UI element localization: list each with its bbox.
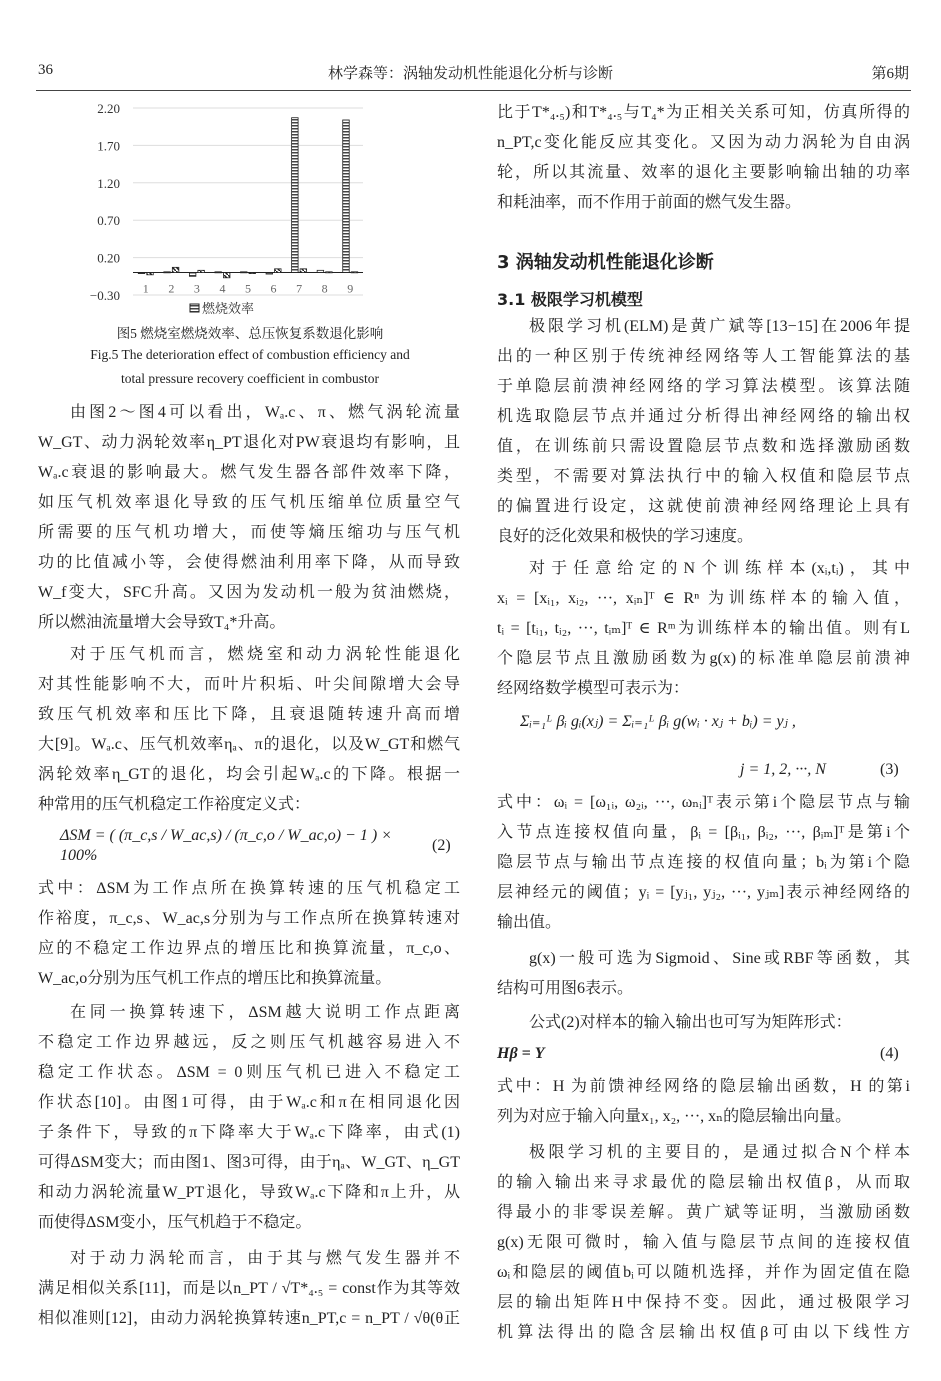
right-p6 xyxy=(497,1072,910,1132)
y-tick-label: 0.70 xyxy=(97,213,120,229)
text-line: 式中：H 为前馈神经网络的隐层输出函数，H 的第i xyxy=(497,1078,910,1095)
text-line: 所以燃油流量增大会导致T₄*升高。 xyxy=(38,614,286,631)
text-line: 如压气机效率退化导致的压气机压缩单位质量空气 xyxy=(38,494,460,511)
text-line: 良好的泛化效果和极快的学习速度。 xyxy=(497,528,754,545)
text-line: 出的一种区别于传统神经网络等人工智能算法的基 xyxy=(497,348,910,365)
y-tick-label: 0.20 xyxy=(97,250,120,266)
text-line: 功的比值减小等，会使得燃油利用率下降，从而导致 xyxy=(38,554,460,571)
text-line: 个隐层节点且激励函数为g(x)的标准单隐层前溃神 xyxy=(497,650,910,667)
text-line: 作状态[10]。由图1可得，由于Wₐ.c和π在相同退化因 xyxy=(38,1094,460,1111)
bar-series-1-cat-6 xyxy=(266,273,273,274)
text-line: 结构可用图6表示。 xyxy=(497,980,634,997)
text-line: 的输入输出来寻求最优的隐层输出权值β，从而取 xyxy=(497,1174,910,1191)
bar-series-2-cat-9 xyxy=(351,272,358,273)
equation-3-number: (3) xyxy=(880,761,899,778)
bar-series-2-cat-6 xyxy=(275,269,282,273)
x-tick-label: 7 xyxy=(296,281,303,296)
bar-series-1-cat-4 xyxy=(215,272,222,273)
text-line: 式中：ΔSM为工作点所在换算转速的压气机稳定工 xyxy=(38,880,460,897)
equation-3: Σᵢ₌₁ᴸ βᵢ gᵢ(xⱼ) = Σᵢ₌₁ᴸ βᵢ g(wᵢ · xⱼ + bᵢ) = yⱼ , xyxy=(520,713,796,730)
x-tick-label: 5 xyxy=(245,281,251,296)
text-line: 由图2～图4可以看出，Wₐ.c、π、燃气涡轮流量 xyxy=(70,404,460,421)
right-p3 xyxy=(497,788,910,938)
text-line: 可得ΔSM变大；而由图1、图3可得，由于ηₐ、W_GT、η_GT xyxy=(38,1154,460,1171)
bar-series-1-cat-3 xyxy=(189,273,196,277)
bar-series-1-cat-7 xyxy=(292,118,299,273)
text-line: 应的不稳定工作边界点的增压比和换算流量，π_c,o、 xyxy=(38,940,460,957)
left-p2 xyxy=(38,640,460,820)
text-line: 所需要的压气机功增大，而使等熵压缩功与压气机 xyxy=(38,524,460,541)
text-line: 机算法得出的隐含层输出权值β可由以下线性方 xyxy=(497,1324,910,1341)
figure-caption-en-1: Fig.5 The deterioration effect of combustion efficiency and xyxy=(90,347,410,362)
legend-label: 燃烧效率 xyxy=(202,301,255,316)
subsection-heading: 3.1 极限学习机模型 xyxy=(497,290,643,309)
x-tick-label: 1 xyxy=(142,281,149,296)
y-tick-label: 1.70 xyxy=(97,138,120,154)
text-line: W_ac,o分别为压气机工作点的增压比和换算流量。 xyxy=(38,970,392,987)
text-line: tᵢ = [tᵢ₁, tᵢ₂, ···, tᵢₘ]ᵀ ∈ Rᵐ为训练样本的输出值。则有L xyxy=(497,620,910,637)
text-line: 值，在训练前只需设置隐层节点数和选择激励函数 xyxy=(497,438,910,455)
x-tick-label: 3 xyxy=(193,281,200,296)
text-line: W_GT、动力涡轮效率η_PT退化对PW衰退均有影响，且 xyxy=(38,434,460,451)
left-p3 xyxy=(38,874,460,994)
text-line: 种常用的压气机稳定工作裕度定义式： xyxy=(38,796,311,813)
text-line: ωᵢ和隐层的阈值bᵢ可以随机选择，并作为固定值在隐 xyxy=(497,1264,910,1281)
left-p1 xyxy=(38,398,460,638)
bar-series-2-cat-1 xyxy=(147,273,154,275)
y-tick-label: 1.20 xyxy=(97,175,120,191)
text-line: 经网络数学模型可表示为： xyxy=(497,680,690,697)
legend-swatch-combustion-efficiency xyxy=(190,304,199,312)
text-line: 对于动力涡轮而言，由于其与燃气发生器并不 xyxy=(70,1250,460,1267)
text-line: Wₐ.c衰退的影响最大。燃气发生器各部件效率下降， xyxy=(38,464,460,481)
text-line: xᵢ = [xᵢ₁, xᵢ₂, ···, xᵢₙ]ᵀ ∈ Rⁿ 为训练样本的输入值， xyxy=(497,590,910,607)
x-tick-label: 4 xyxy=(219,281,226,296)
figure-caption-en-2: total pressure recovery coefficient in combustor xyxy=(120,371,380,386)
text-line: 作裕度，π_c,s、W_ac,s分别为与工作点所在换算转速对 xyxy=(38,910,460,927)
text-line: 机选取隐层节点并通过分析得出神经网络的输出权 xyxy=(497,408,910,425)
text-line: g(x)无限可微时，输入值与隐层节点间的连接权值 xyxy=(497,1234,910,1251)
text-line: 轮，所以其流量、效率的退化主要影响输出轴的功率 xyxy=(497,164,910,181)
text-line: 和耗油率，而不作用于前面的燃气发生器。 xyxy=(497,194,802,211)
bar-series-1-cat-5 xyxy=(241,272,248,273)
text-line: 式中：ωᵢ = [ω₁ᵢ, ω₂ᵢ, ···, ωₙᵢ]ᵀ表示第i个隐层节点与输 xyxy=(497,794,910,811)
section-heading: 3 涡轴发动机性能退化诊断 xyxy=(497,252,714,273)
text-line: 对于任意给定的N个训练样本(xᵢ,tᵢ)，其中 xyxy=(529,560,910,577)
text-line: 输出值。 xyxy=(497,914,562,931)
bar-chart xyxy=(0,95,470,319)
text-line: 列为对应于输入向量x₁, x₂, ···, xₙ的隐层输出向量。 xyxy=(497,1108,852,1125)
text-line: 相似准则[12]，由动力涡轮换算转速n_PT,c = n_PT / √θ(θ正 xyxy=(38,1310,460,1327)
text-line: g(x)一般可选为Sigmoid、Sine或RBF等函数，其 xyxy=(529,950,910,967)
text-line: 得最小的非零误差解。黄广斌等证明，当激励函数 xyxy=(497,1204,910,1221)
text-line: 在同一换算转速下，ΔSM越大说明工作点距离 xyxy=(70,1004,460,1021)
equation-2: ΔSM = ( (π_c,s / W_ac,s) / (π_c,o / W_ac,o) − 1 ) × 100% xyxy=(60,827,392,864)
right-p7 xyxy=(497,1138,910,1348)
left-p4 xyxy=(38,998,460,1238)
text-line: n_PT,c变化能反应其变化。又因为动力涡轮为自由涡 xyxy=(497,134,910,151)
running-title: 林学森等：涡轴发动机性能退化分析与诊断 xyxy=(327,66,614,82)
text-line: 致压气机效率和压比下降，且衰退随转速升高而增 xyxy=(38,706,460,723)
text-line: 隐层节点与输出节点连接的权值向量；bᵢ为第i个隐 xyxy=(497,854,910,871)
header-rule xyxy=(36,90,911,91)
text-line: 不稳定工作边界越远，反之则压气机越容易进入不 xyxy=(38,1034,460,1051)
text-line: 于单隐层前溃神经网络的学习算法模型。该算法随 xyxy=(497,378,910,395)
text-line: 入节点连接权值向量，βᵢ = [βᵢ₁, βᵢ₂, ···, βᵢₘ]ᵀ是第i个 xyxy=(497,824,910,841)
text-line: 涡轮效率η_GT的退化，均会引起Wₐ.c的下降。根据一 xyxy=(38,766,460,783)
text-line: 对其性能影响不大，而叶片积垢、叶尖间隙增大会导 xyxy=(38,676,460,693)
y-tick-label: −0.30 xyxy=(89,288,120,303)
x-tick-label: 6 xyxy=(270,281,277,296)
text-line: 极限学习机的主要目的，是通过拟合N个样本 xyxy=(529,1144,910,1161)
right-p0 xyxy=(497,98,910,218)
right-p4 xyxy=(497,944,910,1004)
x-tick-label: 9 xyxy=(347,281,354,296)
page-number: 36 xyxy=(38,62,53,78)
text-line: 大[9]。Wₐ.c、压气机效率ηₐ、π的退化，以及W_GT和燃气 xyxy=(38,736,460,753)
text-line: 和动力涡轮流量W_PT退化，导致Wₐ.c下降和π上升，从 xyxy=(38,1184,460,1201)
text-line: 比于T*₄.₅)和T*₄.₅与T₄*为正相关关系可知，仿真所得的 xyxy=(497,104,910,121)
left-p5 xyxy=(38,1244,460,1334)
text-line: 子条件下，导致的π下降率大于Wₐ.c下降率，由式(1) xyxy=(38,1124,460,1141)
text-line: 的偏置进行设定，这就使前溃神经网络理论上具有 xyxy=(497,498,910,515)
y-tick-label: 2.20 xyxy=(97,101,120,116)
right-p1 xyxy=(497,312,910,552)
figure-caption-cn: 图5 燃烧室燃烧效率、总压恢复系数退化影响 xyxy=(116,326,384,341)
x-tick-label: 8 xyxy=(321,281,328,296)
bar-series-1-cat-1 xyxy=(138,273,145,274)
bar-series-1-cat-9 xyxy=(343,120,350,273)
equation-4-number: (4) xyxy=(880,1045,899,1062)
text-line: 满足相似关系[11]，而是以n_PT / √T*₄.₅ = const作为其等效 xyxy=(38,1280,460,1297)
text-line: W_f变大，SFC升高。又因为发动机一般为贫油燃烧， xyxy=(38,584,460,601)
equation-3-index: j = 1, 2, ···, N xyxy=(740,761,826,778)
bar-series-2-cat-2 xyxy=(172,267,179,272)
text-line: 公式(2)对样本的输入输出也可写为矩阵形式： xyxy=(529,1014,852,1031)
text-line: 对于压气机而言，燃烧室和动力涡轮性能退化 xyxy=(70,646,460,663)
equation-2-number: (2) xyxy=(432,837,451,854)
text-line: 而使得ΔSM变小，压气机趋于不稳定。 xyxy=(38,1214,312,1231)
right-p5 xyxy=(497,1008,910,1038)
issue-number: 第6期 xyxy=(871,66,909,82)
bar-series-2-cat-7 xyxy=(300,269,307,273)
bar-series-2-cat-3 xyxy=(198,270,205,272)
right-p2 xyxy=(497,554,910,704)
text-line: 层神经元的阈值；yᵢ = [yⱼ₁, yⱼ₂, ···, yⱼₘ]表示神经网络的 xyxy=(497,884,910,901)
bar-series-2-cat-8 xyxy=(326,272,333,273)
x-tick-label: 2 xyxy=(168,281,175,296)
bar-series-2-cat-5 xyxy=(249,273,256,274)
bar-series-1-cat-8 xyxy=(317,270,324,272)
equation-4: Hβ = Y xyxy=(497,1045,545,1062)
bar-series-1-cat-2 xyxy=(164,272,171,273)
text-line: 稳定工作状态。ΔSM = 0则压气机已进入不稳定工 xyxy=(38,1064,460,1081)
text-line: 极限学习机(ELM)是黄广斌等[13−15]在2006年提 xyxy=(529,318,910,335)
text-line: 层的输出矩阵H中保持不变。因此，通过极限学习 xyxy=(497,1294,910,1311)
text-line: 类型，不需要对算法执行中的输入权值和隐层节点 xyxy=(497,468,910,485)
bar-series-2-cat-4 xyxy=(223,273,230,278)
